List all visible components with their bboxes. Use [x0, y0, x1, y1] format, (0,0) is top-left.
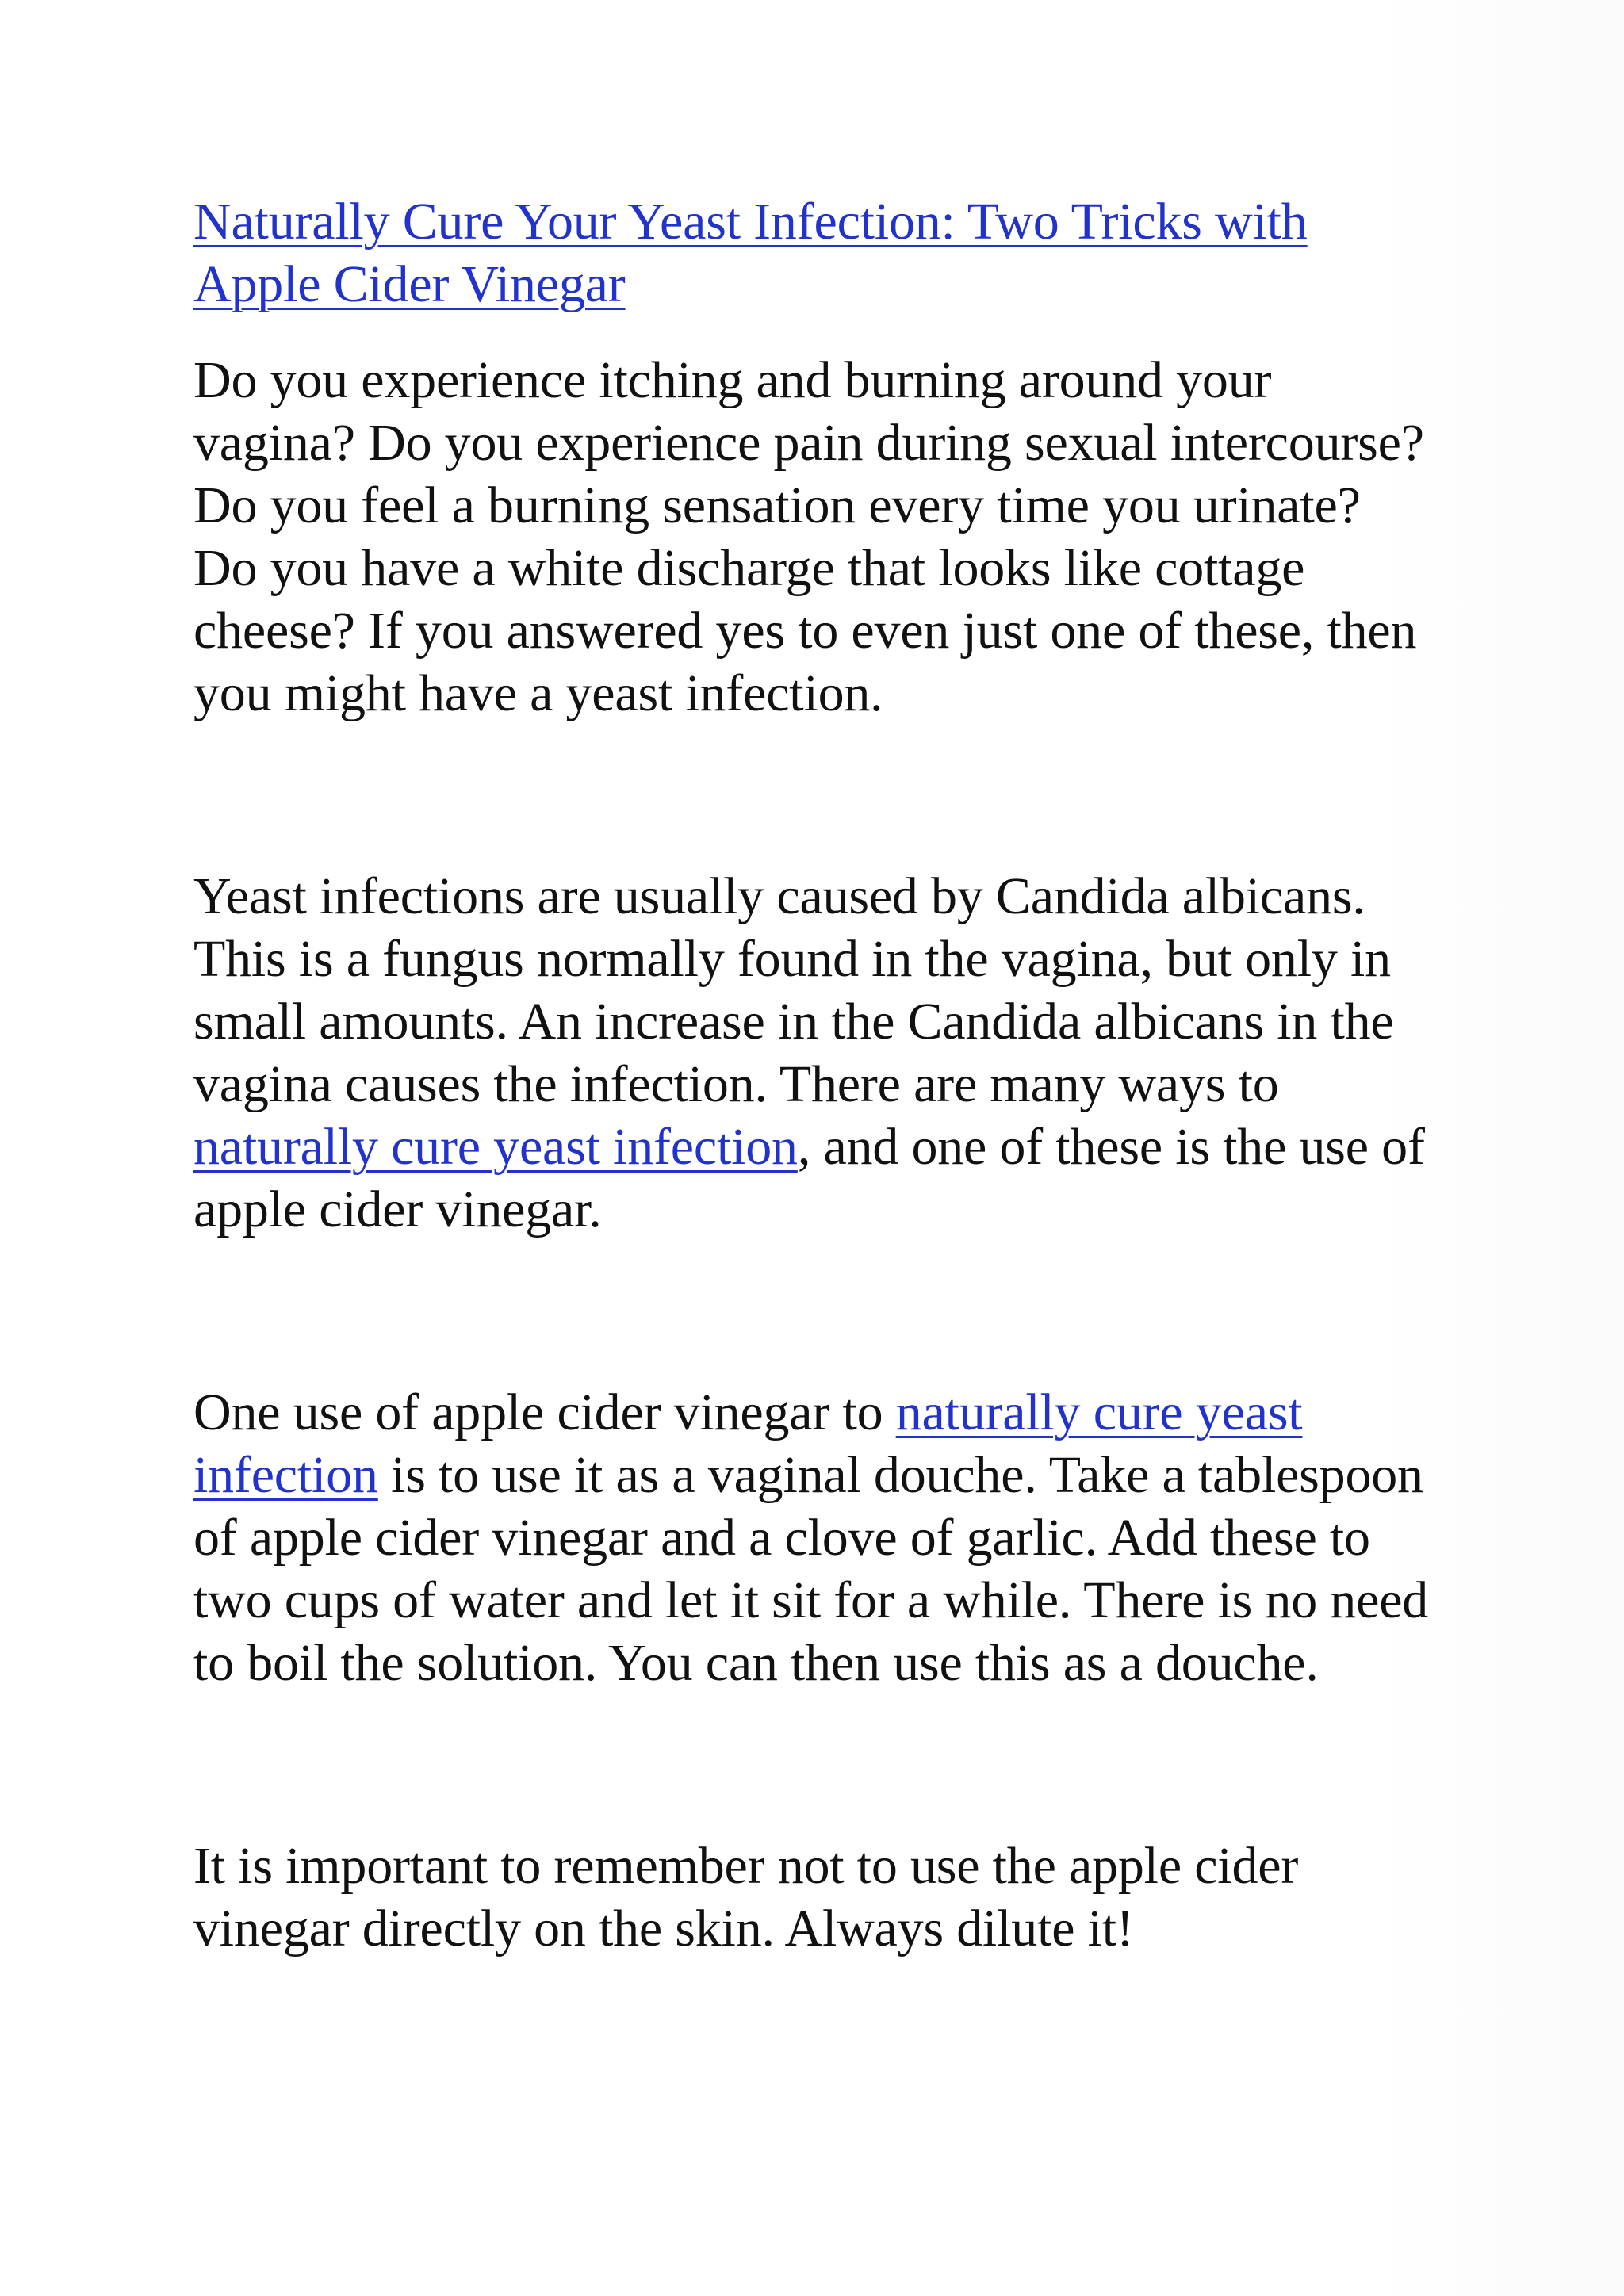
- naturally-cure-link-1[interactable]: naturally cure yeast infection: [193, 1118, 798, 1176]
- article-title-link[interactable]: Naturally Cure Your Yeast Infection: Two Tricks with Apple Cider Vinegar: [193, 193, 1308, 313]
- naturally-cure-link-2[interactable]: naturally cure yeast infection: [193, 1383, 1303, 1504]
- paragraph-causes: [193, 865, 1431, 1241]
- paragraph-douche-after: is to use it as a vaginal douche. Take a tablespoon of apple cider vinegar and a clove of garlic. Add these to two cups of water and let it sit for a while. There is no need to boil the solution. You can then use this as a douche.: [193, 1446, 1429, 1692]
- paragraph-symptoms: Do you experience itching and burning around your vagina? Do you experience pain during sexual intercourse? Do you feel a burning sensation every time you urinate? Do you have a white discharge that looks like cottage cheese? If you answered yes to even just one of these, then you might have a yeast infection.: [193, 351, 1424, 722]
- paragraph-gap: [193, 1694, 1462, 1835]
- paragraph-gap: [193, 725, 1462, 865]
- paragraph-causes-after: , and one of these is the use of apple cider vinegar.: [193, 1118, 1425, 1238]
- paragraph-douche-before: One use of apple cider vinegar to: [193, 1383, 896, 1441]
- paragraph-gap: [193, 1241, 1462, 1381]
- paragraph-causes-before: Yeast infections are usually caused by Candida albicans. This is a fungus normally found in the vagina, but only in small amounts. An increase in the Candida albicans in the vagina causes the infection. There are many ways to: [193, 867, 1394, 1113]
- paragraph-warning: It is important to remember not to use the apple cider vinegar directly on the skin. Always dilute it!: [193, 1837, 1299, 1957]
- article-body: [193, 190, 1462, 1960]
- paragraph-douche: [193, 1381, 1431, 1694]
